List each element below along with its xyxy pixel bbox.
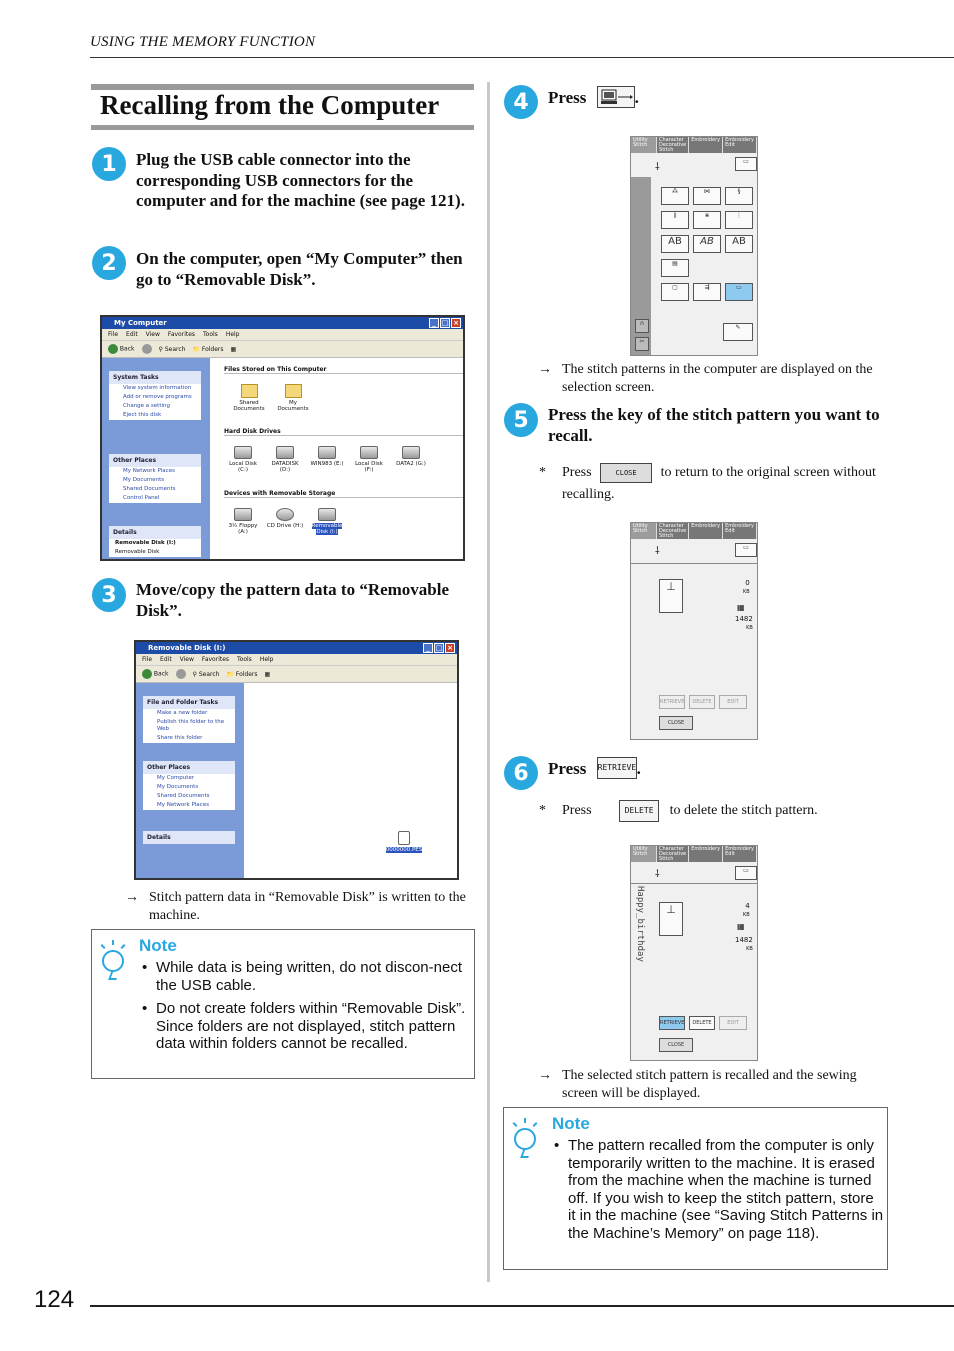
removable-disk-window	[134, 640, 459, 880]
stitch-category-key[interactable]: ⁂	[661, 187, 689, 205]
usb-key[interactable]: ⇶	[693, 283, 721, 301]
step-3-text: Move/copy the pattern data to “Removable Disk”.	[136, 580, 450, 620]
delete-key[interactable]: DELETE	[619, 800, 659, 822]
place-link[interactable]: Shared Documents	[123, 486, 176, 492]
close-window-button[interactable]: ×	[445, 643, 455, 653]
lcd-divider	[631, 883, 757, 884]
arrow-icon: →	[538, 362, 552, 377]
edit-key[interactable]: ✎	[723, 323, 753, 341]
place-link[interactable]: Control Panel	[123, 495, 160, 501]
tab-embroidery-edit[interactable]: Embroidery Edit	[723, 846, 757, 862]
lightbulb-icon	[102, 950, 124, 972]
asterisk: *	[539, 803, 546, 818]
menu-favorites[interactable]: Favorites	[167, 331, 196, 338]
aside-press: Press	[562, 465, 592, 480]
lightbulb-tail	[108, 970, 120, 980]
stitch-category-key[interactable]: ⋈	[693, 187, 721, 205]
panel-details	[143, 831, 235, 844]
drive-label: DATA2 (G:)	[396, 461, 426, 467]
panel-other-places	[109, 454, 201, 503]
folders-label: Folders	[201, 345, 224, 353]
lcd-tabs	[631, 137, 757, 153]
pattern-size-unit: KB	[743, 912, 750, 918]
panel-heading[interactable]: Other Places	[143, 761, 235, 774]
drive-cd[interactable]	[266, 508, 304, 529]
step-1-text: Plug the USB cable connector into the corresponding USB connectors for the computer and for the machine (see page 121).	[136, 150, 465, 210]
menu-tools[interactable]: Tools	[203, 331, 218, 338]
menu-view[interactable]: View	[179, 656, 194, 663]
drive-label: Local Disk (F:)	[355, 461, 383, 473]
note-list	[554, 1137, 884, 1248]
usb-computer-key[interactable]	[597, 86, 635, 108]
step-6-period: .	[636, 759, 641, 778]
embroidery-text-preview: Happy_birthday	[635, 886, 645, 962]
panel-file-folder-tasks	[143, 696, 235, 743]
step-4-number: 4	[504, 85, 538, 119]
window-title: My Computer	[114, 319, 167, 327]
drive-label: Local Disk (C:)	[229, 461, 257, 473]
retrieve-key[interactable]: RETRIEVE	[597, 757, 637, 779]
tab-embroidery-edit[interactable]: Embroidery Edit	[723, 137, 757, 153]
pattern-size	[743, 579, 750, 595]
folders-label: Folders	[235, 670, 258, 678]
back-label: Back	[153, 670, 169, 678]
lightbulb-ray	[121, 944, 126, 949]
my-computer-window	[100, 315, 465, 561]
back-icon	[142, 669, 152, 679]
tab-utility[interactable]: Utility Stitch	[631, 523, 657, 539]
pattern-key[interactable]: ⊥	[659, 579, 683, 613]
panel-heading[interactable]: System Tasks	[109, 371, 201, 384]
floppy-icon	[234, 508, 252, 521]
task-link[interactable]: Make a new folder	[157, 710, 208, 716]
panel-other-places	[143, 761, 235, 810]
drive-label: 3½ Floppy (A:)	[228, 523, 258, 535]
memory-icon: ▦	[737, 922, 745, 931]
menu-bar	[102, 329, 463, 341]
search-label: Search	[198, 670, 220, 678]
lcd-tabs	[631, 846, 757, 862]
menu-edit[interactable]: Edit	[126, 331, 138, 338]
needle-icon: ⸸	[655, 869, 660, 880]
task-link[interactable]: Change a setting	[123, 403, 170, 409]
place-link[interactable]: My Documents	[123, 477, 165, 483]
close-window-button[interactable]: ×	[451, 318, 461, 328]
folders-button[interactable]: 📁 Folders	[226, 670, 258, 678]
folder-label: Shared Documents	[233, 400, 265, 412]
window-title-bar	[136, 642, 457, 654]
free-space-unit: KB	[746, 625, 753, 631]
drive-label-selected: Removable Disk (I:)	[311, 523, 343, 535]
window-title-bar	[102, 317, 463, 329]
menu-tools[interactable]: Tools	[237, 656, 252, 663]
delete-key[interactable]: DELETE	[689, 1016, 715, 1030]
tab-character[interactable]: Character Decorative Stitch	[657, 846, 689, 862]
file-label: 0000000.PES	[385, 847, 423, 853]
menu-file[interactable]: File	[108, 331, 119, 338]
place-link[interactable]: My Computer	[157, 775, 195, 781]
step-4-text	[548, 88, 639, 110]
drive-label: CD Drive (H:)	[266, 523, 304, 529]
hard-disk-icon	[234, 446, 252, 459]
drive-c[interactable]	[224, 446, 262, 473]
lightbulb-ray	[524, 1118, 526, 1123]
toolbar	[102, 341, 463, 358]
step-5-number: 5	[504, 403, 538, 437]
free-space-unit: KB	[746, 946, 753, 952]
note-list	[142, 959, 472, 1059]
step-6-text	[548, 759, 641, 781]
menu-file[interactable]: File	[142, 656, 153, 663]
tab-embroidery[interactable]: Embroidery	[689, 846, 723, 862]
arrow-icon: →	[538, 1068, 552, 1083]
tab-utility[interactable]: Utility Stitch	[631, 846, 657, 862]
edit-key[interactable]: EDIT	[719, 695, 747, 709]
panel-heading[interactable]: Other Places	[109, 454, 201, 467]
pocket-key[interactable]: ▢	[661, 283, 689, 301]
stitch-category-key[interactable]: §	[725, 187, 753, 205]
search-button[interactable]: ⚲ Search	[192, 670, 220, 678]
folder-shared-documents[interactable]	[230, 384, 268, 412]
back-label: Back	[119, 345, 135, 353]
step-5-text: Press the key of the stitch pattern you want to recall.	[548, 405, 880, 445]
result-text: Stitch pattern data in “Removable Disk” is written to the machine.	[149, 890, 466, 923]
drive-label: DATADISK (D:)	[271, 461, 299, 473]
aside-text: to return to the original screen without recalling.	[562, 465, 876, 502]
hard-disk-icon	[360, 446, 378, 459]
page-title: Recalling from the Computer	[100, 90, 440, 120]
step-3-number: 3	[92, 578, 126, 612]
forward-icon[interactable]	[176, 669, 186, 679]
task-pane	[136, 683, 244, 880]
free-space-value: 1482	[735, 615, 753, 623]
result-text: The selected stitch pattern is recalled and the sewing screen will be displayed.	[562, 1068, 857, 1101]
section-removable: Devices with Removable Storage	[224, 490, 465, 498]
maximize-button[interactable]: □	[441, 319, 449, 327]
note-item: • Do not create folders within “Removable Disk”. Since folders are not displayed, stitch pattern data within folders cannot be recalled.	[142, 1000, 472, 1053]
hard-disk-icon	[402, 446, 420, 459]
step-5-aside	[562, 462, 882, 506]
drive-e[interactable]	[308, 446, 346, 467]
folder-label: My Documents	[277, 400, 309, 412]
task-link[interactable]: Share this folder	[157, 735, 203, 741]
panel-heading[interactable]: File and Folder Tasks	[143, 696, 235, 709]
arrow-icon: →	[125, 890, 139, 905]
presser-foot-icon[interactable]: ∩	[635, 319, 649, 333]
content-area	[210, 358, 463, 559]
content-area	[244, 683, 457, 878]
header-rule	[90, 57, 954, 58]
tab-embroidery[interactable]: Embroidery	[689, 137, 723, 153]
menu-help[interactable]: Help	[225, 331, 240, 338]
lightbulb-ray	[112, 940, 114, 945]
details-type: Removable Disk	[115, 549, 160, 555]
close-key[interactable]: CLOSE	[659, 716, 693, 730]
drive-label: WIN983 (E:)	[310, 461, 344, 467]
step-2-text: On the computer, open “My Computer” then go to “Removable Disk”.	[136, 249, 463, 289]
tab-utility[interactable]: Utility Stitch	[631, 137, 657, 153]
panel-heading[interactable]: Details	[143, 831, 235, 844]
menu-key[interactable]: ▭	[735, 866, 757, 880]
maximize-button[interactable]: □	[435, 644, 443, 652]
section-files: Files Stored on This Computer	[224, 366, 465, 374]
lightbulb-ray	[513, 1122, 518, 1127]
scissors-icon[interactable]: ✂	[635, 337, 649, 351]
back-icon	[108, 344, 118, 354]
font-key[interactable]: AB	[661, 235, 689, 253]
pattern-file[interactable]	[382, 831, 426, 853]
asterisk: *	[539, 465, 546, 480]
retrieve-key[interactable]: RETRIEVE	[659, 1016, 685, 1030]
pattern-size-unit: KB	[743, 589, 750, 595]
footer-rule	[90, 1305, 954, 1307]
free-space	[735, 615, 753, 631]
lcd-recall-screen	[630, 522, 758, 740]
task-link[interactable]: Publish this folder to the Web	[157, 719, 225, 732]
close-key[interactable]: CLOSE	[600, 463, 652, 483]
section-hard-disks: Hard Disk Drives	[224, 428, 465, 436]
step-6-number: 6	[504, 756, 538, 790]
stitch-category-key[interactable]: ⋇	[693, 211, 721, 229]
note-box-2	[503, 1107, 888, 1270]
step-2-number: 2	[92, 246, 126, 280]
minimize-button[interactable]: _	[423, 643, 433, 653]
place-link[interactable]: My Network Places	[157, 802, 209, 808]
stitch-category-key[interactable]: ⟫	[661, 211, 689, 229]
memory-key[interactable]: ▤	[661, 259, 689, 277]
views-icon[interactable]: ▦	[264, 670, 271, 678]
place-link[interactable]: My Network Places	[123, 468, 175, 474]
lightbulb-ray	[533, 1122, 538, 1127]
note-box-1	[91, 929, 475, 1079]
computer-key-selected[interactable]: ▭	[725, 283, 753, 301]
drive-d[interactable]	[266, 446, 304, 473]
folder-icon	[285, 384, 302, 398]
back-button[interactable]	[142, 669, 169, 679]
running-header: USING THE MEMORY FUNCTION	[90, 34, 316, 50]
free-space-value: 1482	[735, 936, 753, 944]
step-4-period: .	[634, 88, 639, 107]
menu-help[interactable]: Help	[259, 656, 274, 663]
free-space	[735, 936, 753, 952]
task-pane	[102, 358, 210, 561]
step-3-result	[125, 889, 474, 925]
note-item: • The pattern recalled from the computer is only temporarily written to the machine. It is erased from the machine when the machine is turned off. If you wish to keep the stitch pattern, store it in the machine (see “Saving Stitch Patterns in the Machine’s Memory” on page 118).	[554, 1137, 884, 1242]
window-title: Removable Disk (I:)	[148, 644, 226, 652]
step-4-result	[538, 361, 887, 397]
stitch-category-key[interactable]: ⋮	[725, 211, 753, 229]
lcd-tabs	[631, 523, 757, 539]
step-6-result	[538, 1067, 887, 1103]
folder-my-documents[interactable]	[274, 384, 312, 412]
note-heading: Note	[139, 936, 177, 955]
drive-f[interactable]	[350, 446, 388, 473]
step-6-press: Press	[548, 759, 587, 778]
lightbulb-ray	[101, 944, 106, 949]
toolbar	[136, 666, 457, 683]
lcd-selection-screen	[630, 136, 758, 356]
step-1-number: 1	[92, 147, 126, 181]
lightbulb-icon	[514, 1128, 536, 1150]
aside-press: Press	[562, 803, 592, 819]
step-4-press: Press	[548, 88, 587, 107]
menu-key[interactable]: ▭	[735, 157, 757, 171]
step-6-aside	[562, 800, 882, 822]
font-key[interactable]: AB	[725, 235, 753, 253]
aside-text: to delete the stitch pattern.	[669, 803, 818, 819]
folder-icon	[241, 384, 258, 398]
folders-button[interactable]: 📁 Folders	[192, 345, 224, 353]
menu-key[interactable]: ▭	[735, 543, 757, 557]
delete-key[interactable]: DELETE	[689, 695, 715, 709]
pattern-size-value: 0	[745, 579, 750, 587]
removable-disk-icon	[318, 508, 336, 521]
computer-usb-icon	[598, 87, 634, 107]
pattern-size	[743, 902, 750, 918]
note-item: • While data is being written, do not discon-nect the USB cable.	[142, 959, 472, 994]
menu-bar	[136, 654, 457, 666]
task-link[interactable]: Eject this disk	[123, 412, 162, 418]
hard-disk-icon	[276, 446, 294, 459]
lcd-divider	[631, 563, 757, 564]
needle-icon: ⸸	[655, 546, 660, 557]
close-key[interactable]: CLOSE	[659, 1038, 693, 1052]
tab-character[interactable]: Character Decorative Stitch	[657, 137, 689, 153]
drive-g[interactable]	[392, 446, 430, 467]
lcd-selected-screen	[630, 845, 758, 1061]
panel-heading[interactable]: Details	[109, 526, 201, 539]
tab-embroidery-edit[interactable]: Embroidery Edit	[723, 523, 757, 539]
tab-embroidery[interactable]: Embroidery	[689, 523, 723, 539]
drive-floppy[interactable]	[224, 508, 262, 535]
edit-key[interactable]: EDIT	[719, 1016, 747, 1030]
task-link[interactable]: View system information	[123, 385, 192, 391]
result-text: The stitch patterns in the computer are displayed on the selection screen.	[562, 362, 873, 395]
memory-icon: ▦	[737, 603, 745, 612]
file-icon	[398, 831, 410, 845]
views-icon[interactable]: ▦	[230, 345, 237, 353]
pattern-size-value: 4	[745, 902, 750, 910]
back-button[interactable]	[108, 344, 135, 354]
column-divider	[487, 82, 490, 1282]
font-key[interactable]: AB	[693, 235, 721, 253]
drive-removable[interactable]	[308, 508, 346, 535]
menu-view[interactable]: View	[145, 331, 160, 338]
cd-icon	[276, 508, 294, 521]
panel-details	[109, 526, 201, 557]
details-name: Removable Disk (I:)	[115, 540, 176, 546]
tab-character[interactable]: Character Decorative Stitch	[657, 523, 689, 539]
panel-system-tasks	[109, 371, 201, 420]
page-number: 124	[34, 1286, 75, 1313]
pattern-key[interactable]: ⊥	[659, 902, 683, 936]
hard-disk-icon	[318, 446, 336, 459]
retrieve-key[interactable]: RETRIEVE	[659, 695, 685, 709]
minimize-button[interactable]: _	[429, 318, 439, 328]
place-link[interactable]: Shared Documents	[157, 793, 210, 799]
place-link[interactable]: My Documents	[157, 784, 199, 790]
menu-favorites[interactable]: Favorites	[201, 656, 230, 663]
needle-icon: ⸸	[655, 162, 660, 173]
task-link[interactable]: Add or remove programs	[123, 394, 192, 400]
search-label: Search	[164, 345, 186, 353]
forward-icon[interactable]	[142, 344, 152, 354]
menu-edit[interactable]: Edit	[160, 656, 172, 663]
title-rule-bottom	[91, 125, 474, 130]
lightbulb-tail	[520, 1148, 532, 1158]
note-heading: Note	[552, 1114, 590, 1133]
search-button[interactable]: ⚲ Search	[158, 345, 186, 353]
